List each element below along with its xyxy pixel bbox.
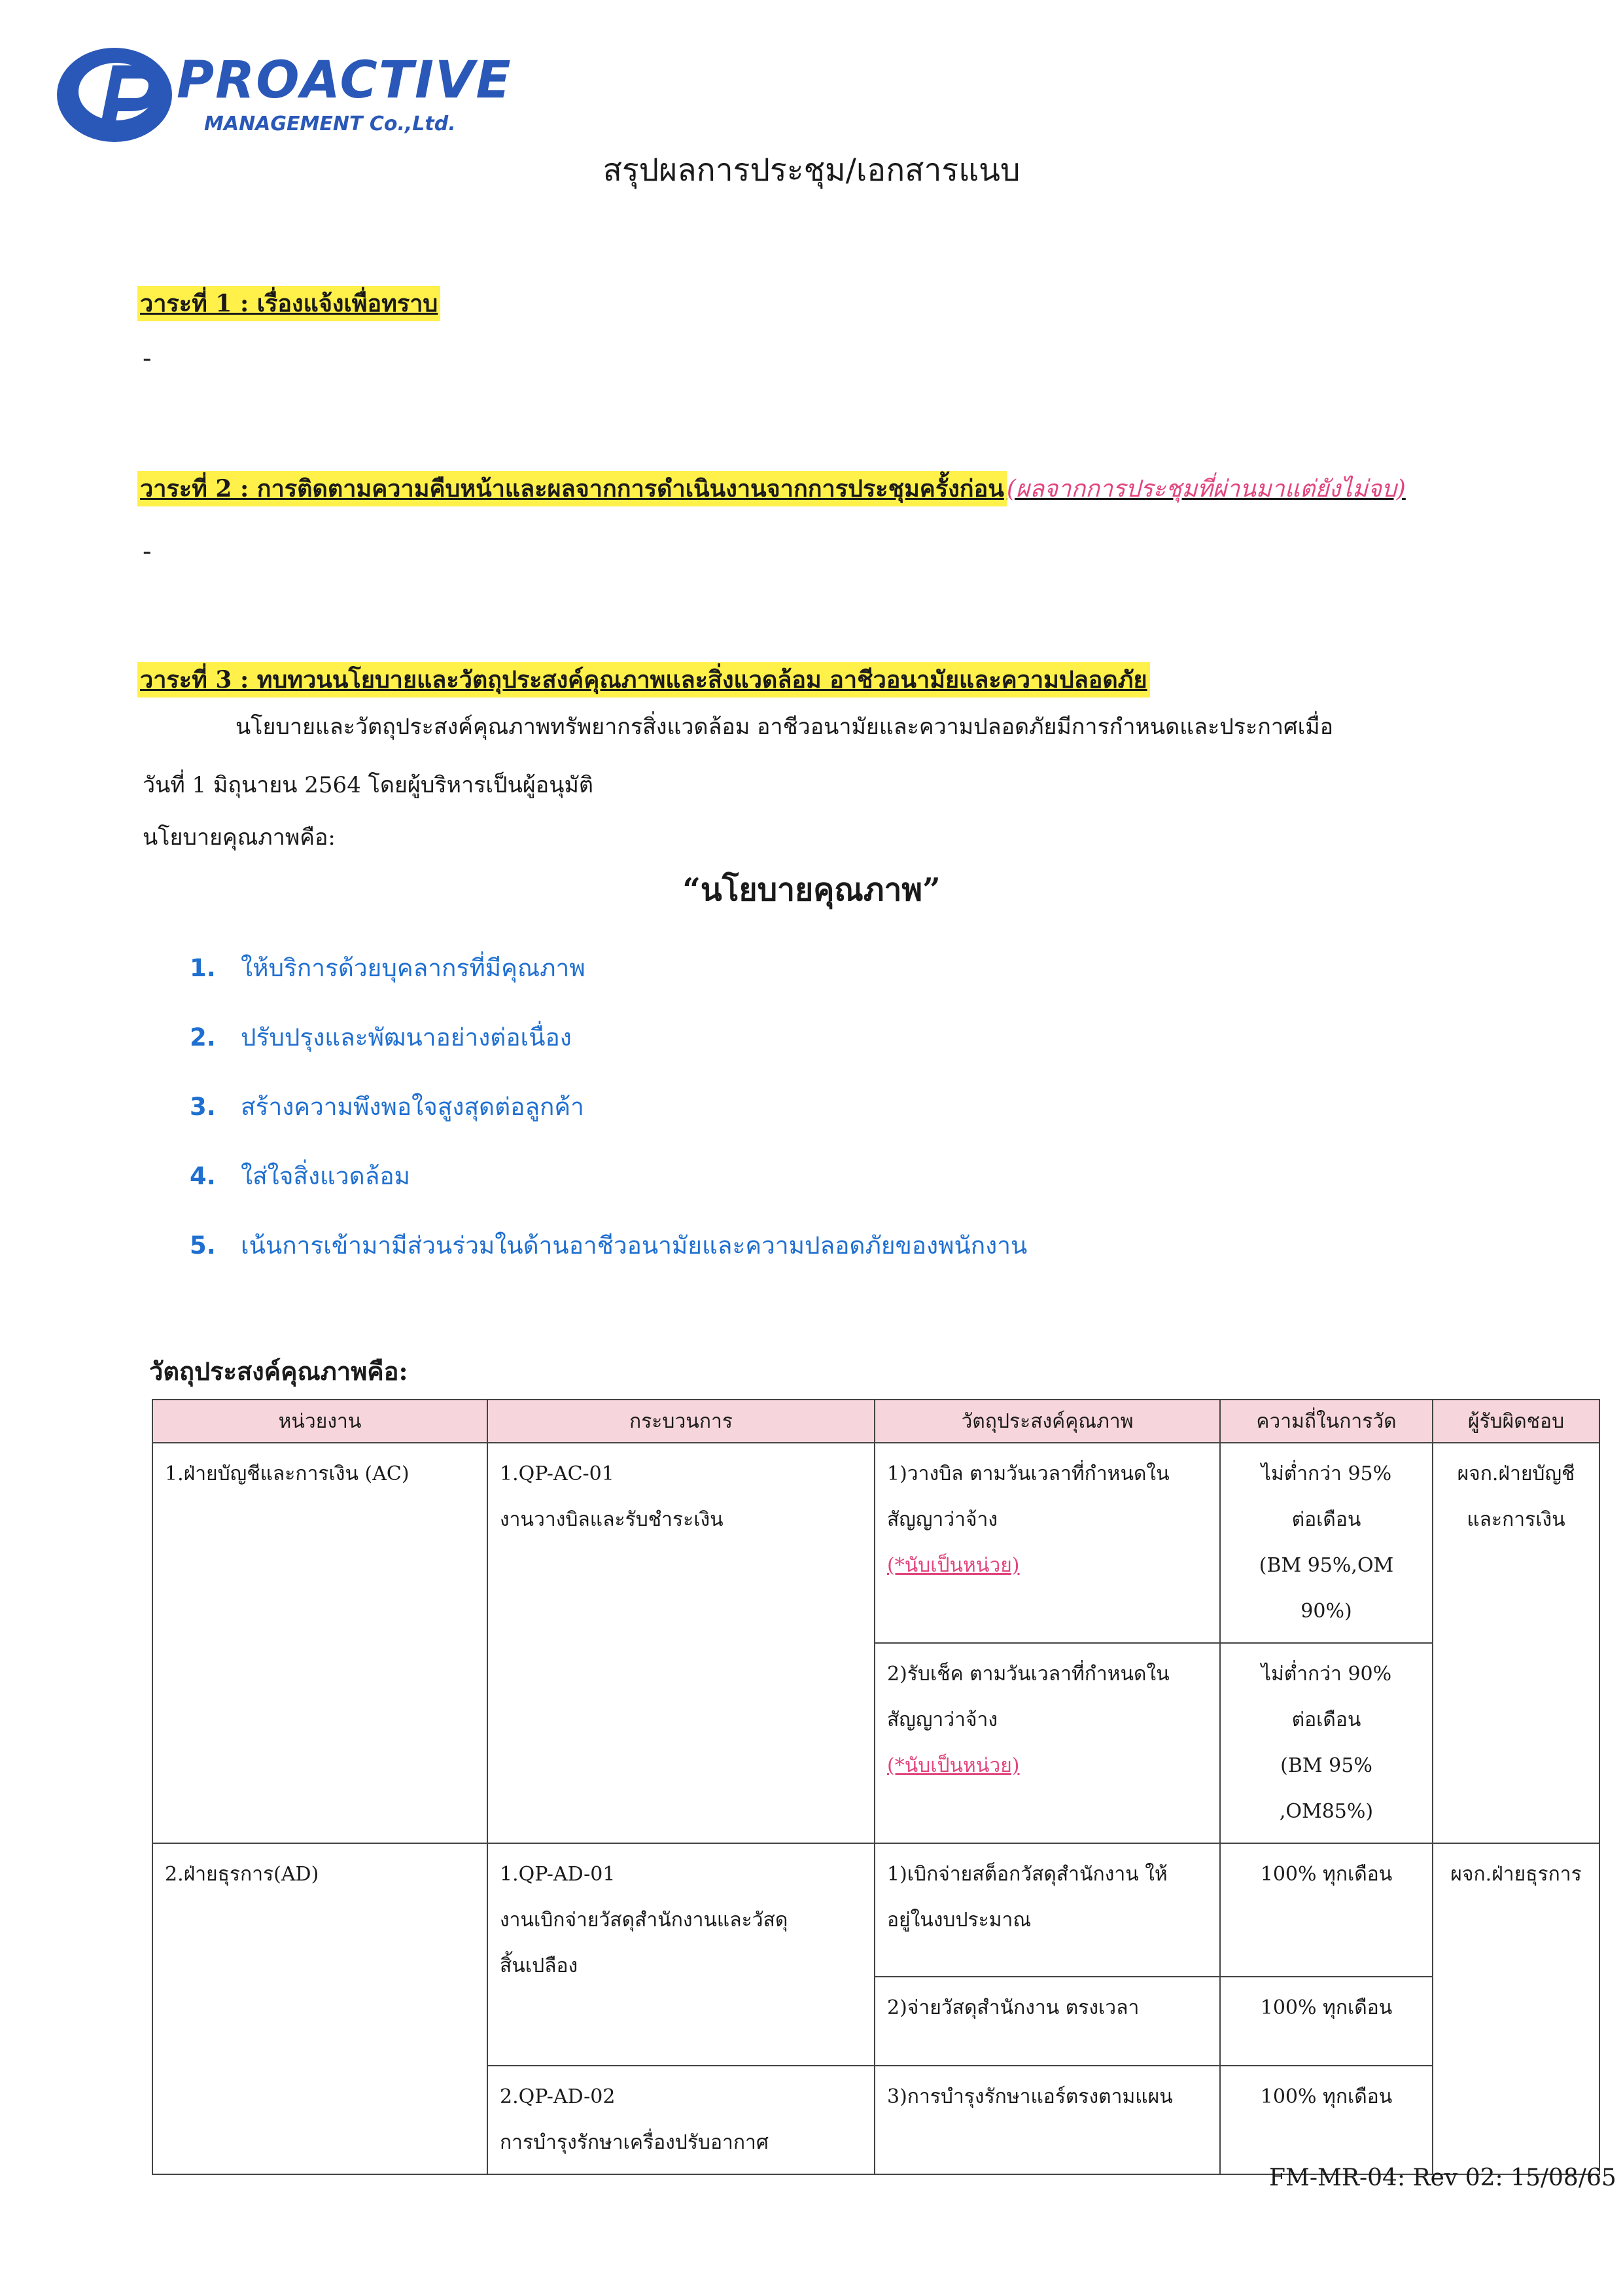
policy-item: 5. เน้นการเข้ามามีส่วนร่วมในด้านอาชีวอนามัยและความปลอดภัยของพนักงาน (190, 1231, 1028, 1260)
policy-label: นโยบายคุณภาพคือ: (143, 824, 336, 851)
agenda-3-paragraph-line1: นโยบายและวัตถุประสงค์คุณภาพทรัพยากรสิ่งแวดล้อม อาชีวอนามัยและความปลอดภัยมีการกำหนดและประกาศเมื่อ (236, 714, 1334, 740)
ac-objective-1: 1)วางบิล ตามวันเวลาที่กำหนดใน สัญญาว่าจ้าง (*นับเป็นหน่วย) (875, 1443, 1220, 1643)
header-unit: หน่วยงาน (152, 1400, 487, 1443)
header-frequency: ความถี่ในการวัด (1220, 1400, 1433, 1443)
company-logo-name: PROACTIVE (177, 51, 512, 110)
document-title: สรุปผลการประชุม/เอกสารแนบ (602, 152, 1021, 188)
ad-process-2-cell: 2.QP-AD-02 การบำรุงรักษาเครื่องปรับอากาศ (487, 2066, 875, 2174)
agenda-2-heading (137, 470, 1406, 507)
ad-frequency-1: 100% ทุกเดือน (1220, 1843, 1433, 1977)
ad-process-1-cell: 1.QP-AD-01 งานเบิกจ่ายวัสดุสำนักงานและวัสดุ สิ้นเปลือง (487, 1843, 875, 2066)
ac-frequency-2: ไม่ต่ำกว่า 90% ต่อเดือน (BM 95% ,OM85%) (1220, 1643, 1433, 1843)
ad-objective-2: 2)จ่ายวัสดุสำนักงาน ตรงเวลา (875, 1977, 1220, 2066)
ad-frequency-2: 100% ทุกเดือน (1220, 1977, 1433, 2066)
ad-objective-1: 1)เบิกจ่ายสต็อกวัสดุสำนักงาน ให้ อยู่ในงบประมาณ (875, 1843, 1220, 1977)
policy-item: 4. ใส่ใจสิ่งแวดล้อม (190, 1162, 410, 1190)
ad-frequency-3: 100% ทุกเดือน (1220, 2066, 1433, 2174)
ac-unit-cell: 1.ฝ่ายบัญชีและการเงิน (AC) (152, 1443, 487, 1843)
agenda-2-content: - (143, 537, 152, 567)
header-process: กระบวนการ (487, 1400, 875, 1443)
ad-responsible-cell: ผจก.ฝ่ายธุรการ (1433, 1843, 1599, 2174)
agenda-3-paragraph-line2: วันที่ 1 มิถุนายน 2564 โดยผู้บริหารเป็นผู้อนุมัติ (143, 772, 593, 798)
ad-objective-3: 3)การบำรุงรักษาแอร์ตรงตามแผน (875, 2066, 1220, 2174)
ac-frequency-1: ไม่ต่ำกว่า 95% ต่อเดือน (BM 95%,OM 90%) (1220, 1443, 1433, 1643)
count-unit-note: (*นับเป็นหน่วย) (887, 1554, 1020, 1577)
ad-unit-cell: 2.ฝ่ายธุรการ(AD) (152, 1843, 487, 2174)
company-logo-subtitle: MANAGEMENT Co.,Ltd. (204, 113, 456, 135)
company-logo-mark-icon (52, 39, 177, 150)
table-row (152, 1443, 1599, 1643)
policy-list (190, 949, 1027, 1296)
objectives-heading: วัตถุประสงค์คุณภาพคือ: (149, 1356, 408, 1386)
policy-item: 3. สร้างความพึงพอใจสูงสุดต่อลูกค้า (190, 1093, 584, 1121)
agenda-1-heading (137, 285, 440, 322)
agenda-3-heading (137, 661, 1150, 698)
policy-title: “นโยบายคุณภาพ” (682, 872, 941, 908)
form-code-footer: FM-MR-04: Rev 02: 15/08/65 (1269, 2164, 1616, 2191)
ac-process-cell: 1.QP-AC-01 งานวางบิลและรับชำระเงิน (487, 1443, 875, 1843)
ac-responsible-cell: ผจก.ฝ่ายบัญชี และการเงิน (1433, 1443, 1599, 1843)
agenda-3-label: วาระที่ 3 : ทบทวนนโยบายและวัตถุประสงค์คุณภาพและสิ่งแวดล้อม อาชีวอนามัยและความปลอดภัย (137, 662, 1150, 698)
agenda-2-note: (ผลจากการประชุมที่ผ่านมาแต่ยังไม่จบ) (1006, 476, 1406, 503)
header-objective: วัตถุประสงค์คุณภาพ (875, 1400, 1220, 1443)
policy-item: 1. ให้บริการด้วยบุคลากรที่มีคุณภาพ (190, 954, 585, 982)
agenda-1-content: - (143, 344, 152, 374)
header-responsible: ผู้รับผิดชอบ (1433, 1400, 1599, 1443)
agenda-2-label: วาระที่ 2 : การติดตามความคืบหน้าและผลจากการดำเนินงานจากการประชุมครั้งก่อน (137, 471, 1007, 506)
table-row (152, 1843, 1599, 1977)
objectives-table (152, 1399, 1600, 2175)
table-header-row (152, 1400, 1599, 1443)
policy-item: 2. ปรับปรุงและพัฒนาอย่างต่อเนื่อง (190, 1023, 572, 1051)
count-unit-note: (*นับเป็นหน่วย) (887, 1754, 1020, 1777)
agenda-1-label: วาระที่ 1 : เรื่องแจ้งเพื่อทราบ (137, 286, 440, 321)
ac-objective-2: 2)รับเช็ค ตามวันเวลาที่กำหนดใน สัญญาว่าจ้าง (*นับเป็นหน่วย) (875, 1643, 1220, 1843)
company-logo (52, 39, 512, 150)
